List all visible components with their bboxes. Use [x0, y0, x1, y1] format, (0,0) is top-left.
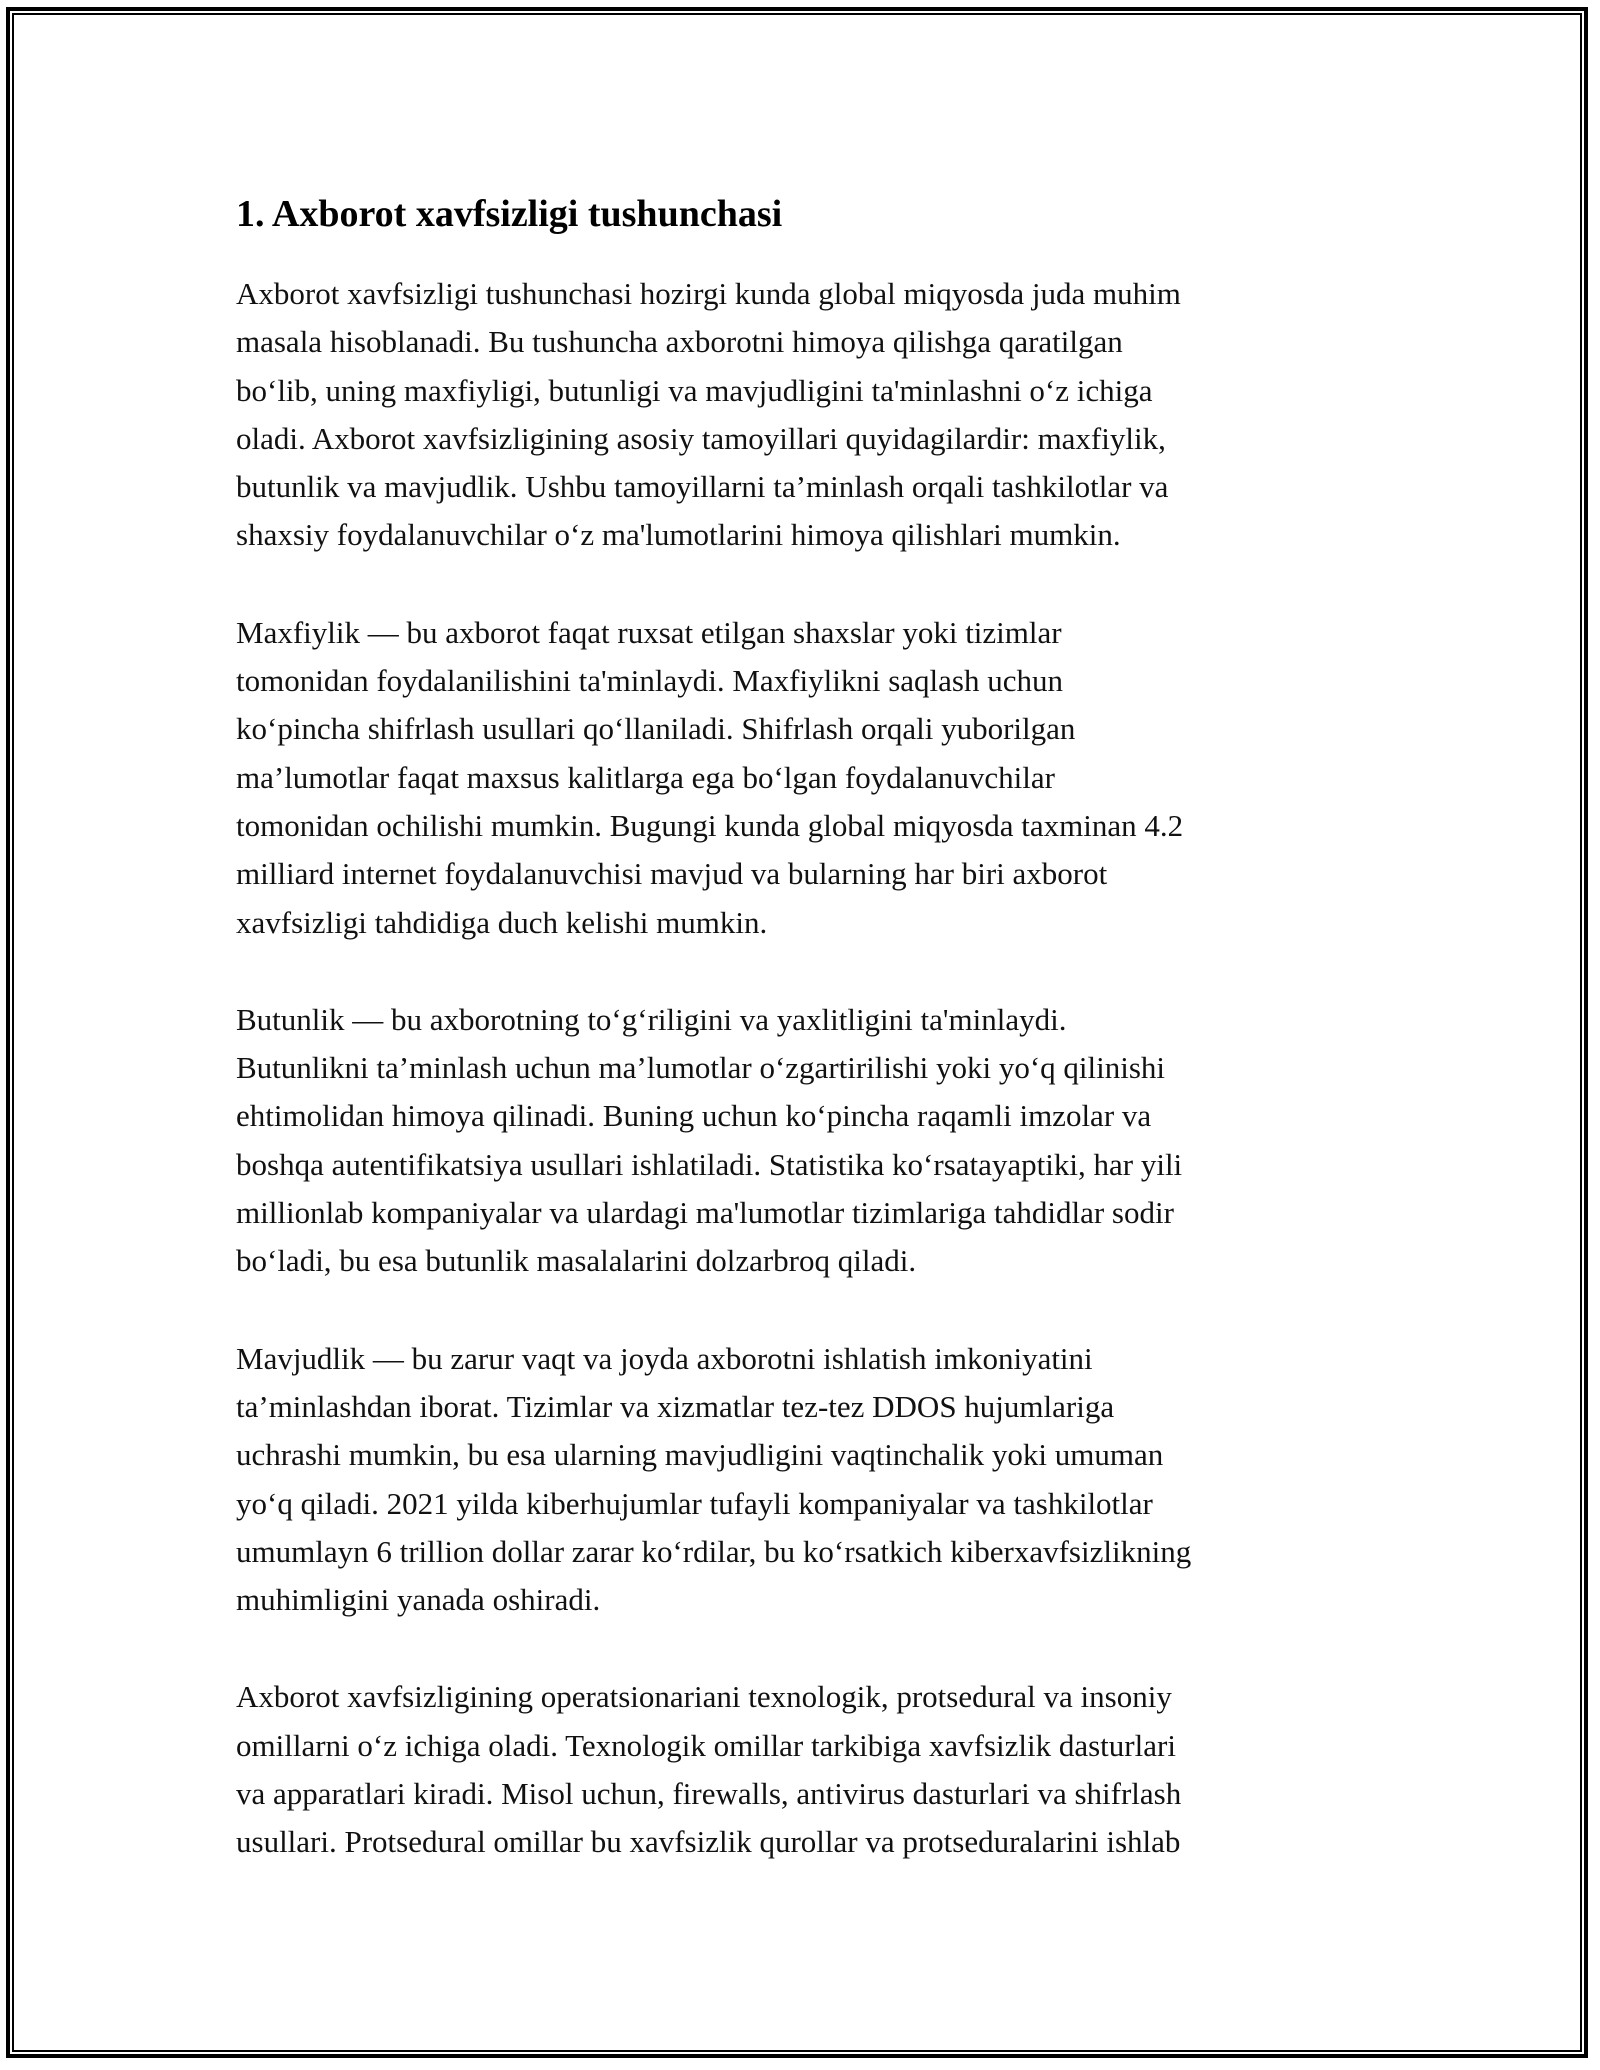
paragraph-confidentiality: Maxfiylik — bu axborot faqat ruxsat etilgan shaxslar yoki tizimlar tomonidan foydalanilishini ta'minlaydi. Maxfiylikni saqlash uchun ko‘pincha shifrlash usullari qo‘llaniladi. Shifrlash orqali yuborilgan ma’lumotlar faqat maxsus kalitlarga ega bo‘lgan foydalanuvchilar tomonidan ochilishi mumkin. Bugungi kunda global miqyosda taxminan 4.2 milliard internet foydalanuvchisi mavjud va bularning har biri axborot xavfsizligi tahdidiga duch kelishi mumkin. [236, 614, 1184, 940]
section-heading: 1. Axborot xavfsizligi tushunchasi [236, 193, 783, 235]
paragraph-integrity: Butunlik — bu axborotning to‘g‘riligini va yaxlitligini ta'minlaydi. Butunlikni ta’minlash uchun ma’lumotlar o‘zgartirilishi yoki yo‘q qilinishi ehtimolidan himoya qilinadi. Buning uchun ko‘pincha raqamli imzolar va boshqa autentifikatsiya usullari ishlatiladi. Statistika ko‘rsatayaptiki, har yili millionlab kompaniyalar va ulardagi ma'lumotlar tizimlariga tahdidlar sodir bo‘ladi, bu esa butunlik masalalarini dolzarbroq qiladi. [236, 1001, 1183, 1279]
paragraph-availability: Mavjudlik — bu zarur vaqt va joyda axborotni ishlatish imkoniyatini ta’minlashdan iborat. Tizimlar va xizmatlar tez-tez DDOS hujumlariga uchrashi mumkin, bu esa ularning mavjudligini vaqtinchalik yoki umuman yo‘q qiladi. 2021 yilda kiberhujumlar tufayli kompaniyalar va tashkilotlar umumlayn 6 trillion dollar zarar ko‘rdilar, bu ko‘rsatkich kiberxavfsizlikning muhimligini yanada oshiradi. [236, 1340, 1192, 1618]
document-body [236, 186, 1376, 1916]
paragraph-factors: Axborot xavfsizligining operatsionariani texnologik, protsedural va insoniy omillarni o‘z ichiga oladi. Texnologik omillar tarkibiga xavfsizlik dasturlari va apparatlari kiradi. Misol uchun, firewalls, antivirus dasturlari va shifrlash usullari. Protsedural omillar bu xavfsizlik qurollar va protseduralarini ishlab [236, 1679, 1182, 1860]
paragraph-intro: Axborot xavfsizligi tushunchasi hozirgi kunda global miqyosda juda muhim masala hisoblanadi. Bu tushuncha axborotni himoya qilishga qaratilgan bo‘lib, uning maxfiyligi, butunligi va mavjudligini ta'minlashni o‘z ichiga oladi. Axborot xavfsizligining asosiy tamoyillari quyidagilardir: maxfiylik, butunlik va mavjudlik. Ushbu tamoyillarni ta’minlash orqali tashkilotlar va shaxsiy foydalanuvchilar o‘z ma'lumotlarini himoya qilishlari mumkin. [236, 276, 1181, 553]
